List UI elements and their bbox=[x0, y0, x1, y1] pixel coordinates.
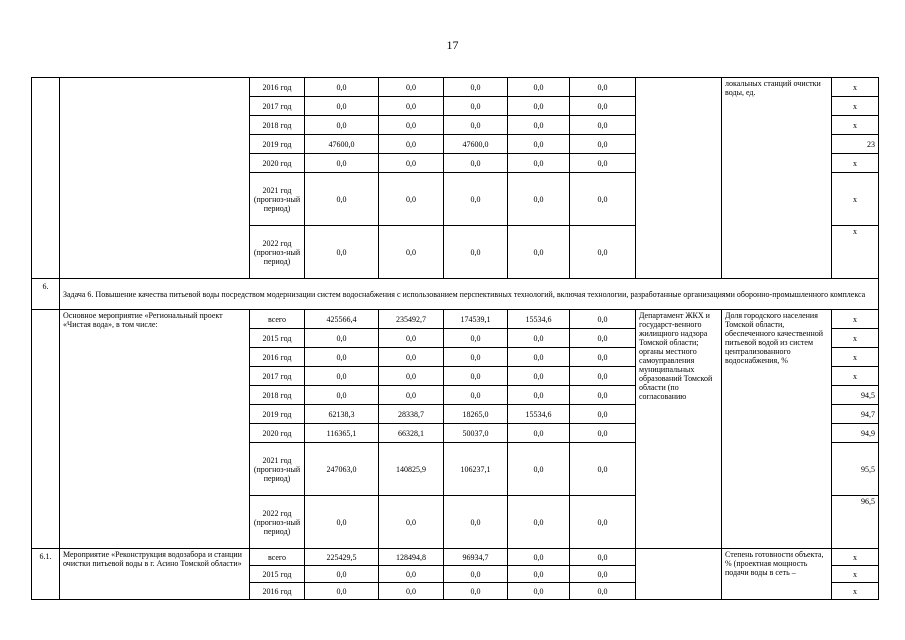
indicator-value-cell: х bbox=[832, 348, 879, 367]
value-cell: 0,0 bbox=[508, 329, 570, 348]
value-cell: 0,0 bbox=[508, 135, 570, 154]
indicator-value-cell: х bbox=[832, 154, 879, 173]
item-number-cell bbox=[32, 310, 60, 549]
total-value-cell: 0,0 bbox=[305, 78, 379, 97]
value-cell: 0,0 bbox=[444, 348, 508, 367]
indicator-value-cell: х bbox=[832, 78, 879, 97]
indicator-value-cell: 94,5 bbox=[832, 386, 879, 405]
value-cell: 0,0 bbox=[570, 583, 636, 600]
value-cell: 0,0 bbox=[508, 97, 570, 116]
year-cell: 2015 год bbox=[250, 566, 305, 583]
task-number-cell: 6. bbox=[32, 279, 60, 310]
value-cell: 0,0 bbox=[508, 154, 570, 173]
value-cell: 0,0 bbox=[570, 310, 636, 329]
value-cell: 0,0 bbox=[570, 329, 636, 348]
program-table bbox=[31, 77, 879, 600]
value-cell: 0,0 bbox=[444, 386, 508, 405]
executor-cell: Департамент ЖКХ и государст-венного жилищного надзора Томской области; органы местного самоуправления муниципальных образований Томской области (по согласованию bbox=[636, 310, 722, 549]
year-cell: 2022 год (прогноз-ный период) bbox=[250, 226, 305, 279]
year-cell: 2016 год bbox=[250, 78, 305, 97]
total-value-cell: 0,0 bbox=[305, 116, 379, 135]
value-cell: 0,0 bbox=[444, 226, 508, 279]
value-cell: 0,0 bbox=[570, 386, 636, 405]
indicator-value-cell: 94,7 bbox=[832, 405, 879, 424]
value-cell: 0,0 bbox=[379, 566, 444, 583]
value-cell: 0,0 bbox=[444, 97, 508, 116]
value-cell: 235492,7 bbox=[379, 310, 444, 329]
value-cell: 47600,0 bbox=[444, 135, 508, 154]
year-cell: 2018 год bbox=[250, 386, 305, 405]
value-cell: 0,0 bbox=[379, 348, 444, 367]
value-cell: 0,0 bbox=[570, 348, 636, 367]
value-cell: 0,0 bbox=[570, 154, 636, 173]
value-cell: 0,0 bbox=[379, 367, 444, 386]
item-number-cell: 6.1. bbox=[32, 549, 60, 600]
value-cell: 0,0 bbox=[444, 116, 508, 135]
indicator-value-cell: х bbox=[832, 226, 879, 279]
executor-cell bbox=[636, 549, 722, 600]
year-cell: 2016 год bbox=[250, 348, 305, 367]
total-value-cell: 0,0 bbox=[305, 566, 379, 583]
total-value-cell: 0,0 bbox=[305, 386, 379, 405]
value-cell: 0,0 bbox=[508, 173, 570, 226]
year-cell: 2021 год (прогноз-ный период) bbox=[250, 443, 305, 496]
item-name-cell: Мероприятие «Реконструкция водозабора и станции очистки питьевой воды в г. Асино Томской области» bbox=[60, 549, 250, 600]
value-cell: 0,0 bbox=[508, 496, 570, 549]
value-cell: 0,0 bbox=[379, 583, 444, 600]
value-cell: 0,0 bbox=[508, 424, 570, 443]
indicator-name-cell: локальных станций очистки воды, ед. bbox=[722, 78, 832, 279]
value-cell: 0,0 bbox=[570, 97, 636, 116]
executor-cell bbox=[636, 78, 722, 279]
total-value-cell: 247063,0 bbox=[305, 443, 379, 496]
total-value-cell: 0,0 bbox=[305, 583, 379, 600]
value-cell: 0,0 bbox=[570, 135, 636, 154]
year-cell: 2021 год (прогноз-ный период) bbox=[250, 173, 305, 226]
value-cell: 0,0 bbox=[444, 496, 508, 549]
value-cell: 0,0 bbox=[379, 329, 444, 348]
value-cell: 0,0 bbox=[444, 566, 508, 583]
value-cell: 0,0 bbox=[508, 348, 570, 367]
table-row bbox=[32, 78, 879, 97]
year-cell: 2019 год bbox=[250, 405, 305, 424]
item-number-cell bbox=[32, 78, 60, 279]
total-value-cell: 0,0 bbox=[305, 367, 379, 386]
value-cell: 128494,8 bbox=[379, 549, 444, 566]
year-cell: всего bbox=[250, 310, 305, 329]
value-cell: 0,0 bbox=[379, 135, 444, 154]
value-cell: 0,0 bbox=[570, 443, 636, 496]
indicator-value-cell: 94,9 bbox=[832, 424, 879, 443]
value-cell: 50037,0 bbox=[444, 424, 508, 443]
value-cell: 0,0 bbox=[570, 226, 636, 279]
value-cell: 0,0 bbox=[570, 116, 636, 135]
task-row bbox=[32, 279, 879, 310]
indicator-value-cell: х bbox=[832, 583, 879, 600]
total-value-cell: 47600,0 bbox=[305, 135, 379, 154]
value-cell: 0,0 bbox=[570, 367, 636, 386]
table-row bbox=[32, 310, 879, 329]
value-cell: 0,0 bbox=[379, 386, 444, 405]
value-cell: 0,0 bbox=[570, 549, 636, 566]
year-cell: 2020 год bbox=[250, 424, 305, 443]
total-value-cell: 0,0 bbox=[305, 329, 379, 348]
value-cell: 174539,1 bbox=[444, 310, 508, 329]
value-cell: 106237,1 bbox=[444, 443, 508, 496]
year-cell: 2017 год bbox=[250, 97, 305, 116]
total-value-cell: 0,0 bbox=[305, 496, 379, 549]
page-number: 17 bbox=[446, 38, 459, 52]
year-cell: всего bbox=[250, 549, 305, 566]
value-cell: 0,0 bbox=[570, 496, 636, 549]
indicator-value-cell: х bbox=[832, 173, 879, 226]
value-cell: 0,0 bbox=[379, 97, 444, 116]
value-cell: 0,0 bbox=[379, 154, 444, 173]
total-value-cell: 0,0 bbox=[305, 173, 379, 226]
indicator-value-cell: х bbox=[832, 116, 879, 135]
value-cell: 96934,7 bbox=[444, 549, 508, 566]
total-value-cell: 62138,3 bbox=[305, 405, 379, 424]
total-value-cell: 116365,1 bbox=[305, 424, 379, 443]
value-cell: 0,0 bbox=[444, 367, 508, 386]
value-cell: 0,0 bbox=[508, 78, 570, 97]
indicator-value-cell: х bbox=[832, 97, 879, 116]
year-cell: 2018 год bbox=[250, 116, 305, 135]
value-cell: 0,0 bbox=[444, 154, 508, 173]
value-cell: 0,0 bbox=[379, 226, 444, 279]
value-cell: 0,0 bbox=[444, 173, 508, 226]
year-cell: 2016 год bbox=[250, 583, 305, 600]
value-cell: 0,0 bbox=[379, 496, 444, 549]
value-cell: 0,0 bbox=[570, 405, 636, 424]
indicator-value-cell: х bbox=[832, 329, 879, 348]
value-cell: 0,0 bbox=[444, 329, 508, 348]
total-value-cell: 425566,4 bbox=[305, 310, 379, 329]
year-cell: 2022 год (прогноз-ный период) bbox=[250, 496, 305, 549]
value-cell: 15534,6 bbox=[508, 310, 570, 329]
table-row bbox=[32, 549, 879, 566]
task-title-cell: Задача 6. Повышение качества питьевой воды посредством модернизации систем водоснабжения с использованием перспективных технологий, включая технологии, разработанные организациями оборонно-промышленного комплекса bbox=[60, 279, 879, 310]
value-cell: 0,0 bbox=[508, 226, 570, 279]
value-cell: 0,0 bbox=[570, 566, 636, 583]
year-cell: 2019 год bbox=[250, 135, 305, 154]
indicator-value-cell: х bbox=[832, 310, 879, 329]
year-cell: 2020 год bbox=[250, 154, 305, 173]
value-cell: 15534,6 bbox=[508, 405, 570, 424]
indicator-name-cell: Доля городского населения Томской области, обеспеченного качественной питьевой водой из систем централизованного водоснабжения, % bbox=[722, 310, 832, 549]
value-cell: 0,0 bbox=[570, 424, 636, 443]
value-cell: 0,0 bbox=[508, 583, 570, 600]
total-value-cell: 0,0 bbox=[305, 97, 379, 116]
value-cell: 0,0 bbox=[379, 173, 444, 226]
table-body bbox=[32, 78, 879, 600]
value-cell: 0,0 bbox=[508, 549, 570, 566]
value-cell: 0,0 bbox=[508, 367, 570, 386]
value-cell: 0,0 bbox=[444, 78, 508, 97]
value-cell: 18265,0 bbox=[444, 405, 508, 424]
value-cell: 66328,1 bbox=[379, 424, 444, 443]
value-cell: 0,0 bbox=[508, 116, 570, 135]
value-cell: 0,0 bbox=[379, 116, 444, 135]
total-value-cell: 0,0 bbox=[305, 348, 379, 367]
value-cell: 0,0 bbox=[444, 583, 508, 600]
value-cell: 140825,9 bbox=[379, 443, 444, 496]
value-cell: 28338,7 bbox=[379, 405, 444, 424]
total-value-cell: 225429,5 bbox=[305, 549, 379, 566]
indicator-value-cell: х bbox=[832, 549, 879, 566]
indicator-value-cell: 96,5 bbox=[832, 496, 879, 549]
indicator-value-cell: 23 bbox=[832, 135, 879, 154]
year-cell: 2017 год bbox=[250, 367, 305, 386]
value-cell: 0,0 bbox=[379, 78, 444, 97]
value-cell: 0,0 bbox=[570, 173, 636, 226]
indicator-name-cell: Степень готовности объекта, % (проектная мощность подачи воды в сеть – bbox=[722, 549, 832, 600]
total-value-cell: 0,0 bbox=[305, 154, 379, 173]
item-name-cell: Основное мероприятие «Региональный проект «Чистая вода», в том числе: bbox=[60, 310, 250, 549]
value-cell: 0,0 bbox=[508, 443, 570, 496]
indicator-value-cell: х bbox=[832, 566, 879, 583]
value-cell: 0,0 bbox=[508, 566, 570, 583]
value-cell: 0,0 bbox=[508, 386, 570, 405]
value-cell: 0,0 bbox=[570, 78, 636, 97]
indicator-value-cell: 95,5 bbox=[832, 443, 879, 496]
item-name-cell bbox=[60, 78, 250, 279]
total-value-cell: 0,0 bbox=[305, 226, 379, 279]
indicator-value-cell: х bbox=[832, 367, 879, 386]
year-cell: 2015 год bbox=[250, 329, 305, 348]
